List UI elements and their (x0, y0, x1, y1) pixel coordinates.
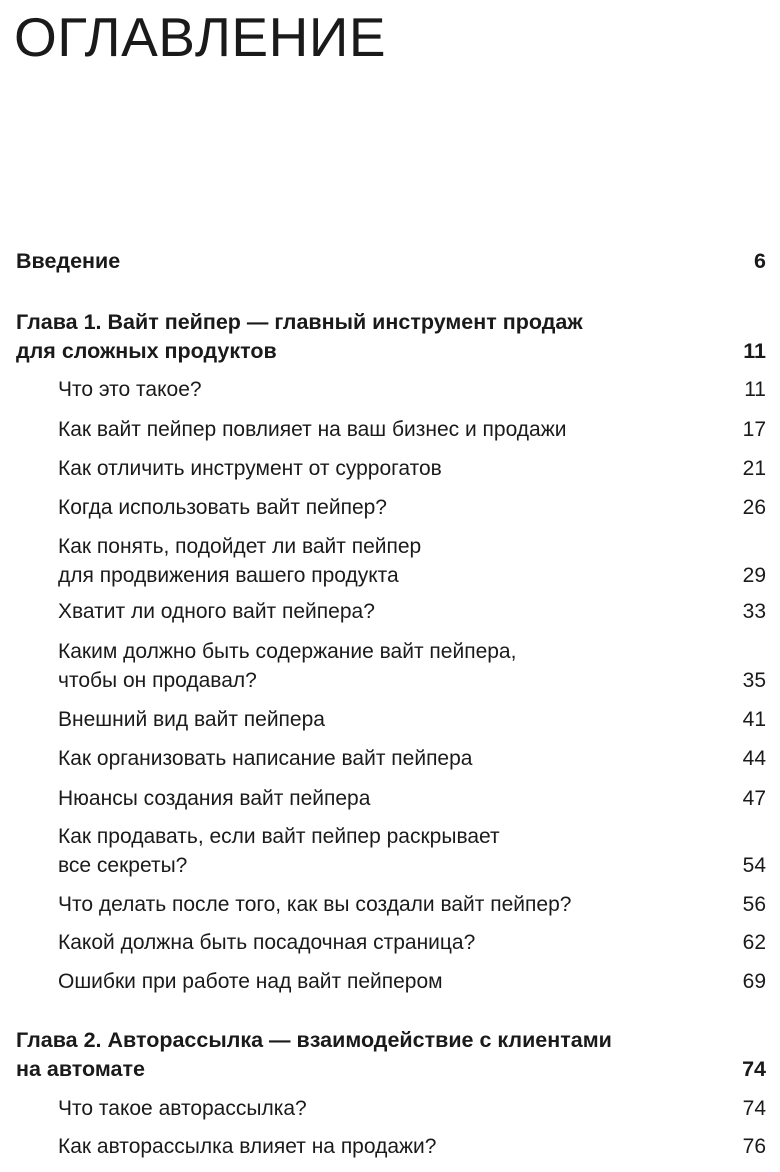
toc-entry[interactable] (58, 493, 766, 522)
toc-entry[interactable] (58, 928, 766, 957)
toc-entry[interactable] (58, 1132, 766, 1161)
toc-entry-title: Как продавать, если вайт пейпер раскрывает все секреты? (58, 825, 500, 877)
toc-entry-title: Как отличить инструмент от суррогатов (58, 457, 442, 480)
toc-entry-page: 17 (742, 418, 766, 441)
toc-entry-page: 74 (742, 1057, 766, 1081)
toc-entry-title: Как вайт пейпер повлияет на ваш бизнес и продажи (58, 418, 567, 441)
toc-entry[interactable] (58, 890, 766, 919)
toc-entry-page: 76 (742, 1135, 766, 1158)
toc-entry[interactable] (58, 454, 766, 483)
toc-entry-title: Каким должно быть содержание вайт пейпера, чтобы он продавал? (58, 640, 517, 692)
toc-entry-page: 47 (742, 787, 766, 810)
toc-entry[interactable] (58, 705, 766, 734)
toc-entry-page: 74 (742, 1097, 766, 1120)
toc-entry-page: 54 (742, 854, 766, 877)
toc-entry-page: 6 (754, 249, 766, 273)
toc-entry-title: Нюансы создания вайт пейпера (58, 787, 371, 810)
toc-entry[interactable] (58, 967, 766, 996)
toc-entry-chapter-2[interactable] (16, 1026, 766, 1084)
toc-entry-title: Глава 1. Вайт пейпер — главный инструмент продаж для сложных продуктов (16, 310, 583, 363)
toc-entry[interactable] (58, 415, 766, 444)
toc-entry[interactable] (58, 637, 766, 695)
toc-entry-page: 33 (742, 600, 766, 623)
toc-entry-page: 35 (742, 669, 766, 692)
toc-entry[interactable] (58, 375, 766, 404)
toc-entry-page: 41 (742, 708, 766, 731)
toc-entry-chapter-1[interactable] (16, 308, 766, 366)
toc-entry-page: 21 (742, 457, 766, 480)
toc-entry-title: Ошибки при работе над вайт пейпером (58, 970, 443, 993)
toc-entry-page: 69 (742, 970, 766, 993)
toc-entry[interactable] (58, 744, 766, 773)
toc-entry[interactable] (58, 784, 766, 813)
toc-entry-title: Как организовать написание вайт пейпера (58, 747, 473, 770)
toc-entry[interactable] (58, 597, 766, 626)
toc-entry-title: Внешний вид вайт пейпера (58, 708, 325, 731)
toc-entry-title: Введение (16, 249, 121, 273)
toc-entry-introduction[interactable] (16, 247, 766, 276)
toc-entry-page: 11 (743, 339, 766, 363)
toc-entry-page: 11 (744, 378, 766, 401)
toc-entry-title: Что делать после того, как вы создали вайт пейпер? (58, 893, 572, 916)
toc-entry-title: Как авторассылка влияет на продажи? (58, 1135, 437, 1158)
toc-entry-title: Когда использовать вайт пейпер? (58, 496, 387, 519)
toc-entry-page: 44 (742, 747, 766, 770)
toc-entry-page: 56 (742, 893, 766, 916)
toc-entry[interactable] (58, 532, 766, 590)
toc-entry-title: Что такое авторассылка? (58, 1097, 307, 1120)
page-title: ОГЛАВЛЕНИЕ (14, 6, 387, 68)
toc-entry[interactable] (58, 822, 766, 880)
toc-entry-page: 26 (742, 496, 766, 519)
toc-entry-title: Какой должна быть посадочная страница? (58, 931, 476, 954)
toc-entry[interactable] (58, 1094, 766, 1123)
toc-entry-title: Хватит ли одного вайт пейпера? (58, 600, 375, 623)
toc-entry-title: Как понять, подойдет ли вайт пейпер для продвижения вашего продукта (58, 535, 422, 587)
toc-entry-title: Глава 2. Авторассылка — взаимодействие с клиентами на автомате (16, 1028, 612, 1081)
toc-entry-page: 62 (742, 931, 766, 954)
toc-entry-page: 29 (742, 564, 766, 587)
toc-entry-title: Что это такое? (58, 378, 202, 401)
